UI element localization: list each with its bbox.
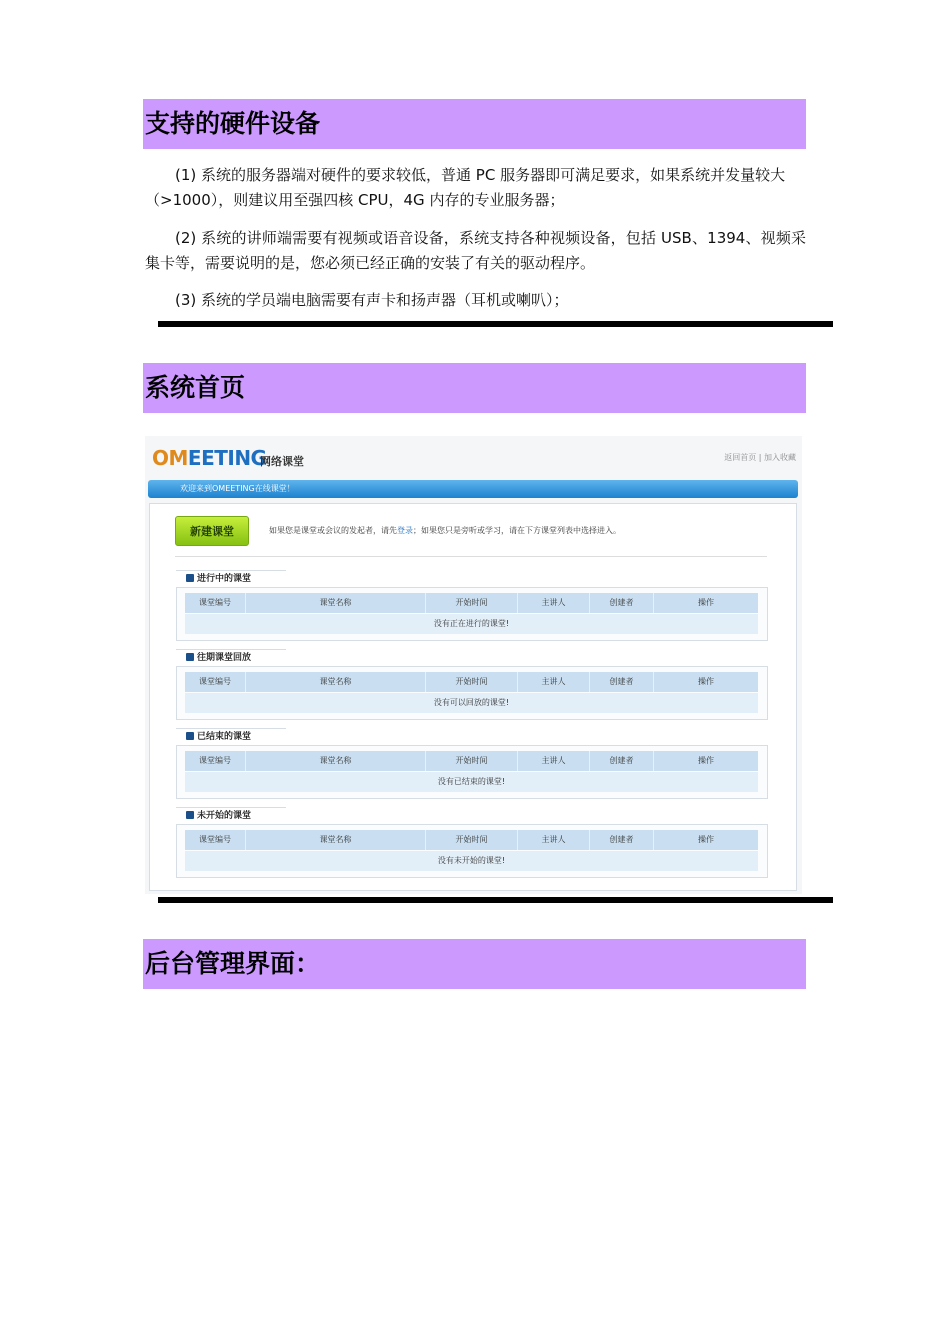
column-header: 课堂编号 — [185, 830, 246, 850]
logo-subtitle: 网络课堂 — [260, 455, 304, 468]
hardware-paragraph-2: (2) 系统的讲师端需要有视频或语音设备，系统支持各种视频设备，包括 USB、1394、视频采集卡等，需要说明的是，您必须已经正确的安装了有关的驱动程序。 — [145, 229, 806, 272]
group-tab[interactable]: 进行中的课堂 — [176, 570, 286, 587]
column-header: 课堂编号 — [185, 751, 246, 771]
login-link[interactable]: 登录 — [397, 526, 413, 535]
column-header: 课堂名称 — [246, 672, 426, 692]
hardware-paragraph-1: (1) 系统的服务器端对硬件的要求较低，普通 PC 服务器即可满足要求，如果系统并发量较大（>1000），则建议用至强四核 CPU，4G 内存的专业服务器； — [145, 166, 786, 209]
group-table — [176, 745, 768, 799]
column-header: 操作 — [698, 598, 714, 607]
column-header: 课堂编号 — [185, 672, 246, 692]
table-row-empty: 没有已结束的课堂! — [185, 772, 758, 792]
welcome-bar: 欢迎来到OMEETING在线课堂！ — [148, 480, 798, 498]
column-header: 开始时间 — [426, 751, 518, 771]
group-table — [176, 824, 768, 878]
group-tab[interactable]: 未开始的课堂 — [176, 807, 286, 824]
table-header — [185, 672, 758, 692]
column-header: 开始时间 — [426, 672, 518, 692]
column-header: 主讲人 — [518, 751, 590, 771]
section-heading-admin: 后台管理界面： — [143, 939, 806, 989]
column-header: 开始时间 — [426, 830, 518, 850]
new-classroom-button[interactable]: 新建课堂 — [175, 516, 249, 546]
column-header: 主讲人 — [518, 830, 590, 850]
column-header: 操作 — [698, 677, 714, 686]
column-header: 操作 — [698, 756, 714, 765]
table-header — [185, 751, 758, 771]
column-header: 课堂名称 — [246, 830, 426, 850]
table-header — [185, 830, 758, 850]
column-header: 创建者 — [590, 593, 654, 613]
section-heading-home: 系统首页 — [143, 363, 806, 413]
panel-separator — [175, 556, 767, 557]
section-heading-hardware: 支持的硬件设备 — [143, 99, 806, 149]
column-header: 创建者 — [590, 672, 654, 692]
column-header: 开始时间 — [426, 593, 518, 613]
table-row-empty: 没有未开始的课堂! — [185, 851, 758, 871]
column-header: 课堂名称 — [246, 751, 426, 771]
table-row-empty: 没有正在进行的课堂! — [185, 614, 758, 634]
hardware-paragraph-3: (3) 系统的学员端电脑需要有声卡和扬声器（耳机或喇叭）； — [175, 291, 569, 309]
column-header: 课堂名称 — [246, 593, 426, 613]
stop-icon — [186, 732, 194, 740]
column-header: 主讲人 — [518, 593, 590, 613]
column-header: 创建者 — [590, 830, 654, 850]
group-table — [176, 587, 768, 641]
table-row-empty: 没有可以回放的课堂! — [185, 693, 758, 713]
group-tab[interactable]: 往期课堂回放 — [176, 649, 286, 666]
column-header: 课堂编号 — [185, 593, 246, 613]
divider-rule — [158, 321, 833, 327]
column-header: 操作 — [698, 835, 714, 844]
login-notice: 如果您是课堂或会议的发起者，请先登录；如果您只是旁听或学习，请在下方课堂列表中选择进入。 — [269, 526, 621, 535]
divider-rule — [158, 897, 833, 903]
group-table — [176, 666, 768, 720]
calendar-icon — [186, 811, 194, 819]
top-links[interactable]: 返回首页 | 加入收藏 — [724, 453, 796, 462]
table-header — [185, 593, 758, 613]
omeeting-logo: OMEETING — [152, 446, 267, 470]
homepage-screenshot — [145, 436, 802, 894]
column-header: 创建者 — [590, 751, 654, 771]
group-tab[interactable]: 已结束的课堂 — [176, 728, 286, 745]
rewind-icon — [186, 653, 194, 661]
play-icon — [186, 574, 194, 582]
column-header: 主讲人 — [518, 672, 590, 692]
